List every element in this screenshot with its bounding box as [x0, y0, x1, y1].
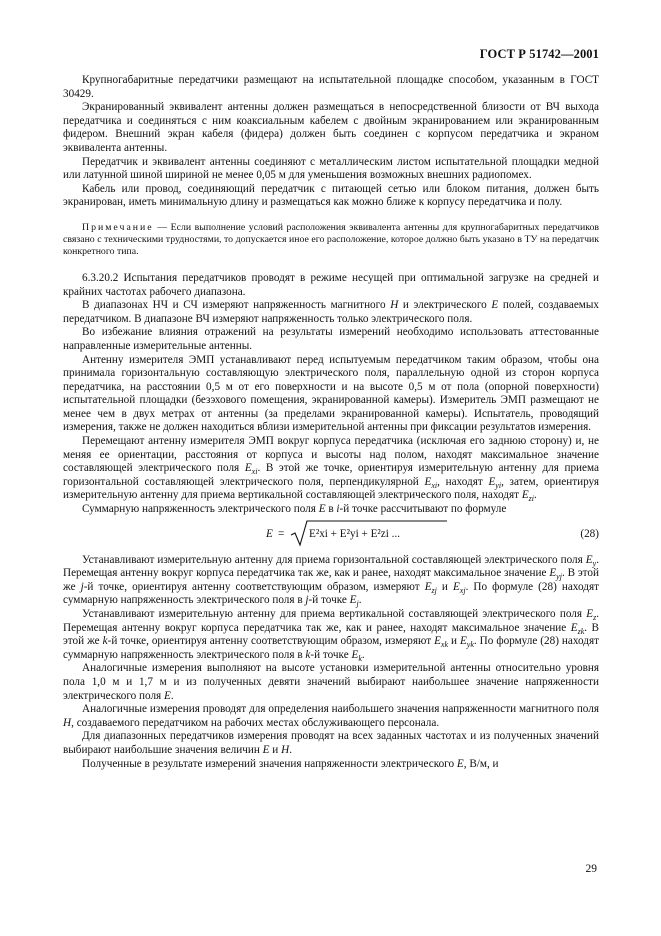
- standard-header: ГОСТ Р 51742—2001: [479, 47, 599, 61]
- formula-28: [63, 520, 599, 548]
- paragraph-step-j: Устанавливают измерительную антенну для приема горизонтальной составляющей электрического поля $E_y$. Перемещая антенну вокруг корпуса передатчика так же, как и ранее, находят максимальное значение $E_{yj}$. В этой же j-й точке, ориентируя антенну соответствующим образом, измеряют $E_{zj}$ и $E_{xj}$. По формуле (28) находят суммарную напряженность электрического поля в j-й точке $E_j$.: [63, 553, 599, 609]
- document-body: [63, 74, 599, 771]
- page-number: 29: [585, 863, 597, 875]
- paragraph: Крупногабаритные передатчики размещают на испытательной площадке способом, указанным в ГОСТ 30429.: [63, 74, 599, 100]
- note: [63, 222, 599, 258]
- paragraph-results: Полученные в результате измерений значения напряженности электрического E, В/м, и: [82, 757, 499, 770]
- note-label: Примечание: [82, 221, 154, 233]
- paragraph-range-tx: Для диапазонных передатчиков измерения проводят на всех заданных частотах и из полученных значений выбирают наибольшие значения величин E и H.: [63, 730, 599, 756]
- paragraph-move: Перемещают антенну измерителя ЭМП вокруг корпуса передатчика (исключая его заднюю сторону) и, не меняя ее ориентации, расстояния от корпуса и высоты над полом, находят максимальное значение составляющей электрического поля $E_{xi}$. В этой же точке, ориентируя измерительную антенну для приема горизонтальной составляющей электрического поля, перпендикулярной $E_{xi}$, находят $E_{yi}$, затем, ориентируя измерительную антенну для приема вертикальной составляющей электрического поля, находят $E_{zi}$.: [63, 435, 599, 504]
- formula-lhs: E: [266, 527, 273, 540]
- paragraph-bands: В диапазонах НЧ и СЧ измеряют напряженность магнитного Н и электрического Е полей, создаваемых передатчиком. В диапазоне ВЧ измеряют напряженность только электрического поля.: [63, 299, 599, 325]
- paragraph-sum-intro: Суммарную напряженность электрического поля E в i-й точке рассчитывают по формуле: [82, 503, 507, 516]
- paragraph-similar-2: Аналогичные измерения проводят для определения наибольшего значения напряженности магнитного поля H, создаваемого передатчиком на рабочих местах обслуживающего персонала.: [63, 703, 599, 729]
- section-6-3-20-2: 6.3.20.2 Испытания передатчиков проводят в режиме несущей при оптимальной загрузке на средней и крайних частотах рабочего диапазона.: [63, 271, 599, 298]
- paragraph-antenna-setup: Антенну измерителя ЭМП устанавливают перед испытуемым передатчиком таким образом, чтобы она принимала горизонтальную составляющую электрического поля, параллельную одной из сторон корпуса передатчика, на расстоянии 0,5 м от его поверхности и на высоте 0,5 м от пола (опорной поверхности) испытательной площадки (безэхового помещения, экранированной камеры). Измеритель ЭМП размещают не менее чем в двух метрах от антенны (за пределами экранированной камеры). Испытатель, проводящий измерения, также не должен находиться вблизи измерительной антенны при фиксации результатов измерения.: [63, 353, 599, 434]
- paragraph: Передатчик и эквивалент антенны соединяют с металлическим листом испытательной площадки медной или латунной шиной шириной не менее 0,05 м для уменьшения возможных внешних радиопомех.: [63, 155, 599, 182]
- paragraph-reflections: Во избежание влияния отражений на результаты измерений необходимо использовать аттестованные направленные измерительные антенны.: [63, 326, 599, 352]
- formula-number: (28): [580, 527, 599, 540]
- paragraph-similar-1: Аналогичные измерения выполняют на высоте установки измерительной антенны относительно уровня пола 1,0 м и 1,7 м и из полученных девяти значений выбирают наибольшее значение напряженности электрического поля E.: [63, 662, 599, 702]
- note-text: — Если выполнение условий расположения эквивалента антенны для крупногабаритных передатчиков связано с техническими трудностями, то допускается иное его расположение, которое должно быть указано в ТУ на передатчик конкретного типа.: [63, 221, 599, 257]
- paragraph: Кабель или провод, соединяющий передатчик с питающей сетью или блоком питания, должен быть экранирован, иметь минимальную длину и размещаться как можно ближе к корпусу передатчика и полу.: [63, 182, 599, 209]
- formula-equals: =: [278, 527, 285, 540]
- paragraph: Экранированный эквивалент антенны должен размещаться в непосредственной близости от ВЧ выхода передатчика и соединяться с ним коаксиальным кабелем с двойным экранированием или экранированным фидером. Внешний экран кабеля (фидера) должен быть соединен с корпусом передатчика и экраном эквивалента антенны.: [63, 101, 599, 154]
- paragraph-step-k: Устанавливают измерительную антенну для приема вертикальной составляющей электрического поля $E_z$. Перемещая антенну вокруг корпуса передатчика так же, как и ранее, находят максимальное значение $E_{zk}$. В этой же k-й точке, ориентируя антенну соответствующим образом, измеряют $E_{xk}$ и $E_{yk}$. По формуле (28) находят суммарную напряженность электрического поля в k-й точке $E_k$.: [63, 608, 600, 664]
- formula-terms: E²xi + E²yi + E²zi ...: [309, 527, 401, 540]
